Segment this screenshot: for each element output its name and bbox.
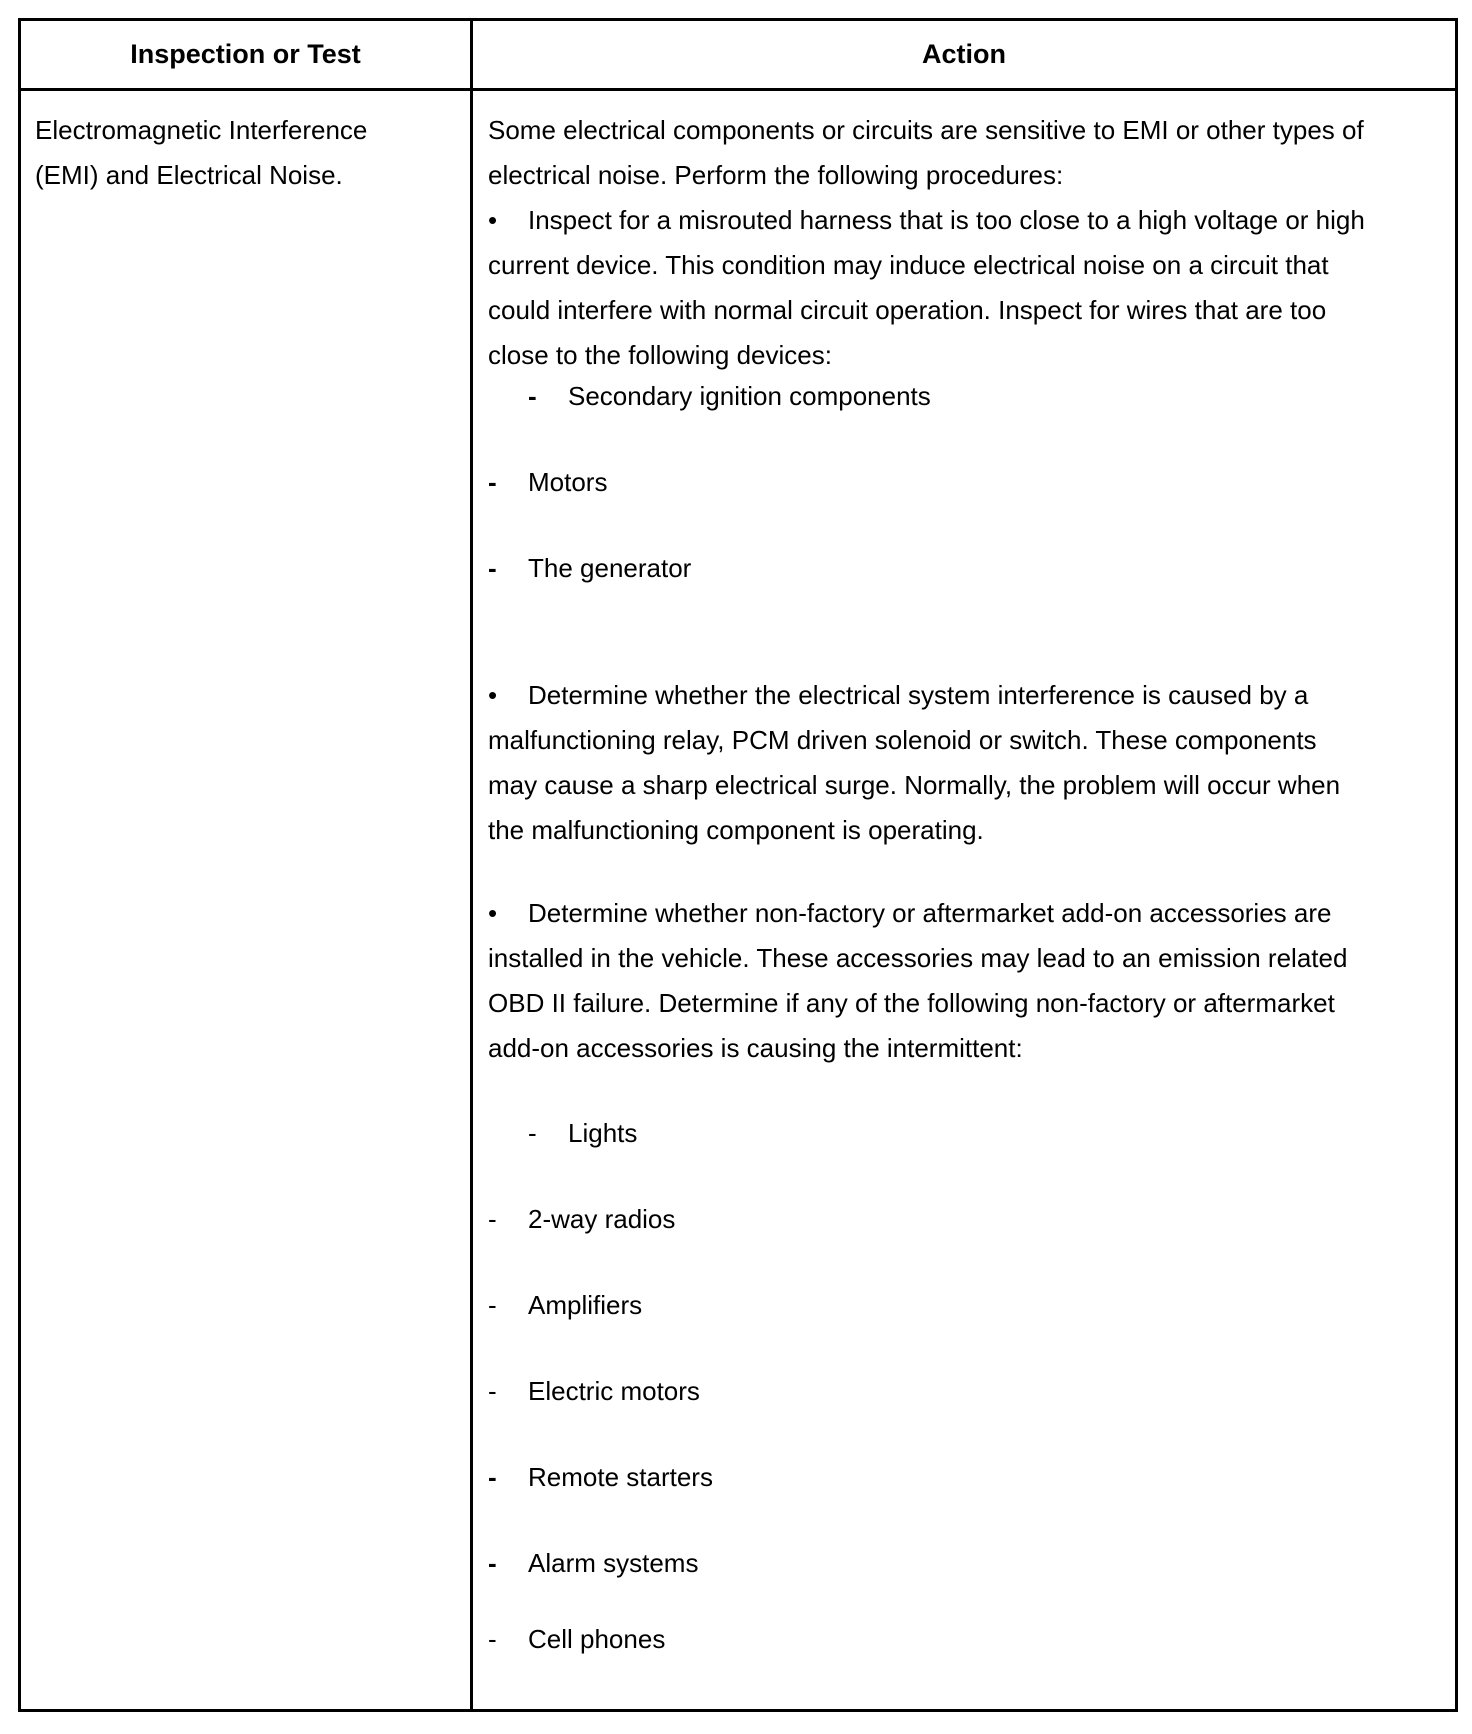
dash-icon: -: [488, 1462, 497, 1492]
list-item: - The generator: [488, 546, 691, 591]
dash-icon: -: [488, 1204, 497, 1234]
dash-icon: -: [488, 1290, 497, 1320]
dash-icon: -: [488, 553, 497, 583]
dash-icon: -: [488, 1376, 497, 1406]
inspection-cell: [35, 108, 455, 198]
list-item: - Remote starters: [488, 1455, 713, 1500]
list-item: - Secondary ignition components: [528, 374, 931, 419]
header-rule: [21, 88, 1455, 91]
list-item: - Motors: [488, 460, 607, 505]
inspection-table: [18, 18, 1458, 1712]
bullet-item-aftermarket-accessories: • Determine whether non-factory or aftermarket add-on accessories are installed in the vehicle. These accessories may lead to an emission related OBD II failure. Determine if any of the following non-factory or aftermarket add-on accessories is causing the intermittent:: [488, 891, 1368, 1071]
header-action: Action: [922, 39, 1006, 69]
list-item: - Electric motors: [488, 1369, 700, 1414]
bullet-item-misrouted-harness: • Inspect for a misrouted harness that is too close to a high voltage or high current device. This condition may induce electrical noise on a circuit that could interfere with normal circuit operation. Inspect for wires that are too close to the following devices:: [488, 198, 1368, 378]
column-divider: [470, 21, 473, 1709]
inspection-line: (EMI) and Electrical Noise.: [35, 160, 343, 190]
action-cell: [488, 108, 1408, 1698]
list-item: - Alarm systems: [488, 1541, 698, 1586]
bullet-icon: •: [488, 680, 498, 710]
dash-icon: -: [528, 381, 537, 411]
bullet-icon: •: [488, 205, 498, 235]
list-item: - Cell phones: [488, 1617, 665, 1662]
action-intro: Some electrical components or circuits are sensitive to EMI or other types of electrical noise. Perform the following procedures:: [488, 115, 1364, 190]
dash-icon: -: [528, 1118, 537, 1148]
inspection-line: Electromagnetic Interference: [35, 115, 368, 145]
header-inspection-or-test: Inspection or Test: [130, 39, 361, 69]
list-item: - Amplifiers: [488, 1283, 642, 1328]
bullet-item-malfunctioning-relay: • Determine whether the electrical system interference is caused by a malfunctioning relay, PCM driven solenoid or switch. These components may cause a sharp electrical surge. Normally, the problem will occur when the malfunctioning component is operating.: [488, 673, 1368, 853]
list-item: - Lights: [528, 1111, 637, 1156]
dash-icon: -: [488, 467, 497, 497]
list-item: - 2-way radios: [488, 1197, 675, 1242]
dash-icon: -: [488, 1624, 497, 1654]
dash-icon: -: [488, 1548, 497, 1578]
bullet-icon: •: [488, 898, 498, 928]
